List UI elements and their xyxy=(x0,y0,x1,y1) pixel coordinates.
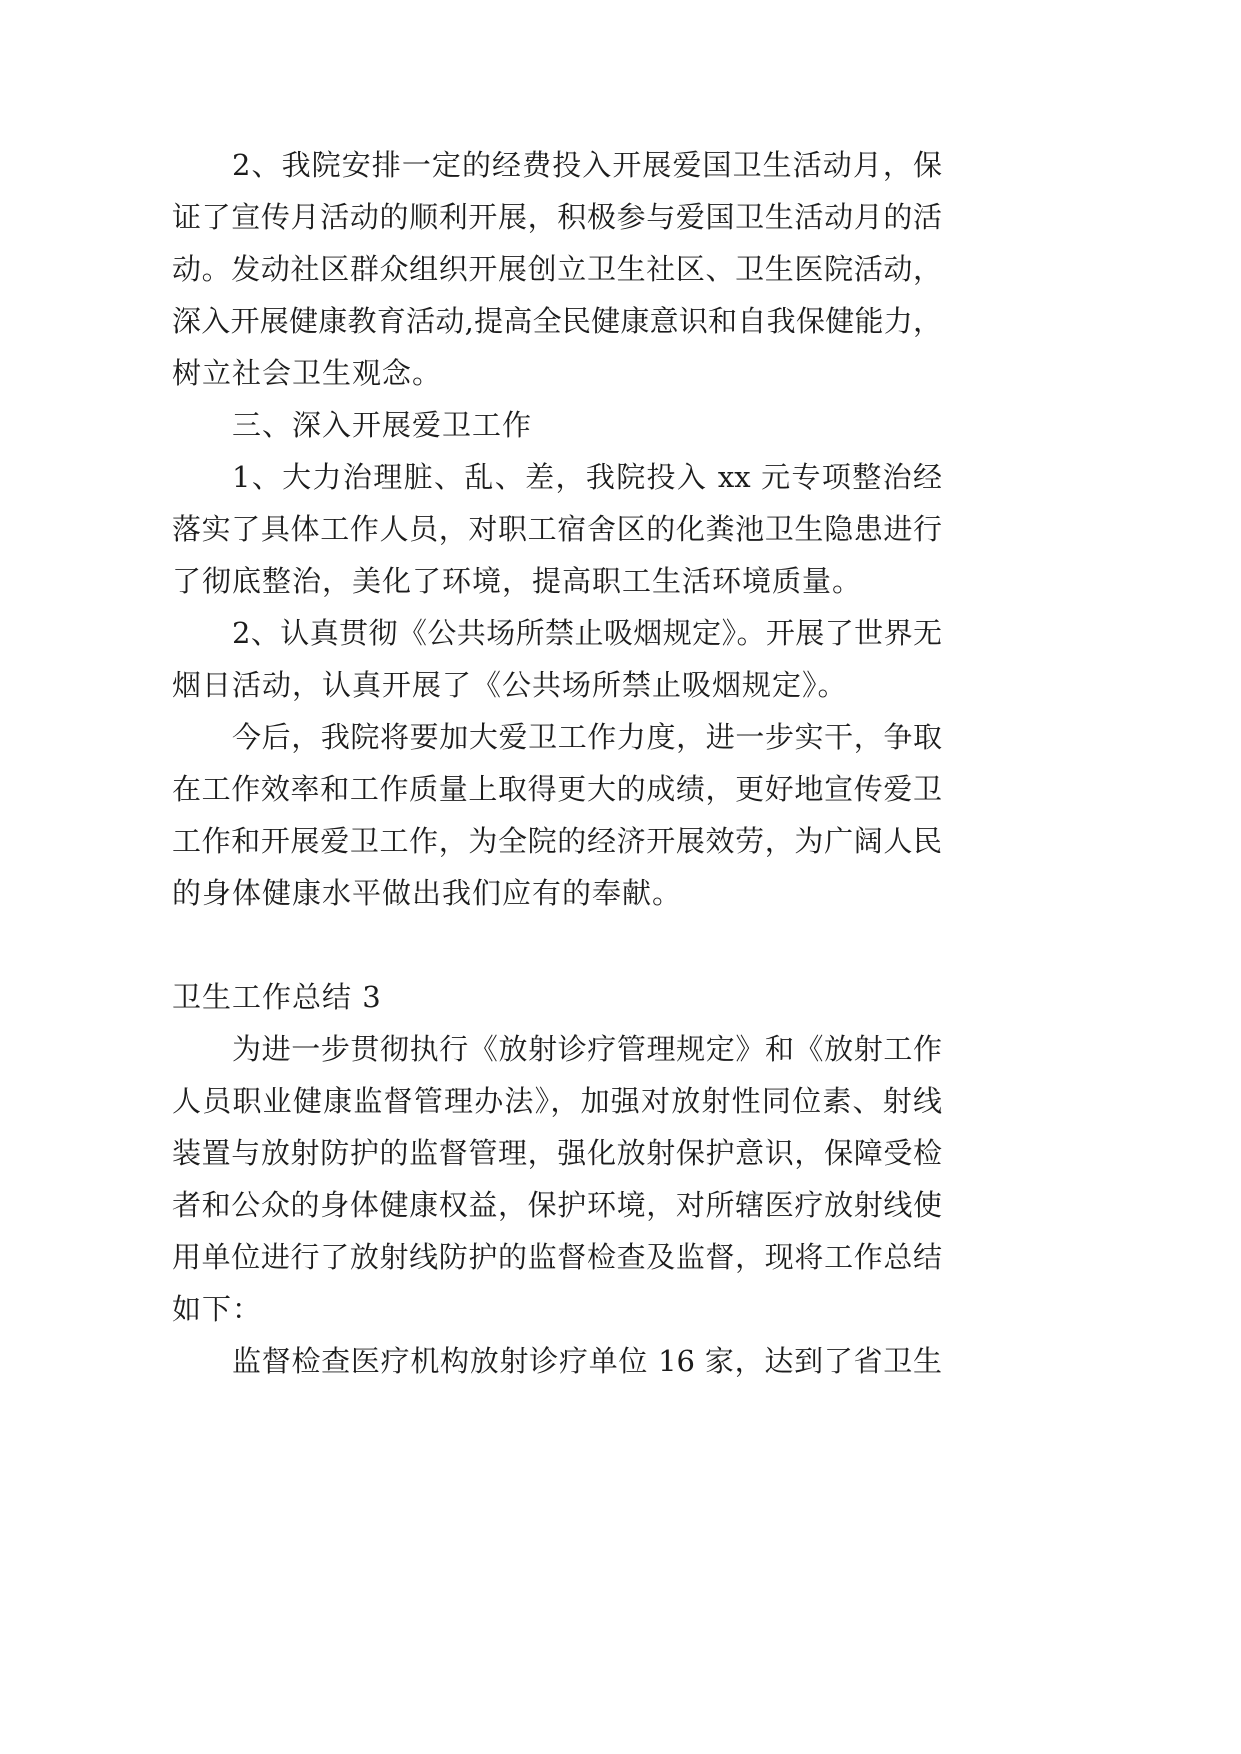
text-line: 深入开展健康教育活动,提高全民健康意识和自我保健能力， xyxy=(172,304,942,338)
text-line: 2、我院安排一定的经费投入开展爱国卫生活动月，保 xyxy=(232,148,942,182)
text-line: 如下： xyxy=(172,1292,263,1326)
text-line: 烟日活动，认真开展了《公共场所禁止吸烟规定》。 xyxy=(172,668,848,702)
paragraph xyxy=(172,1335,942,1387)
paragraph xyxy=(172,607,942,711)
text-line: 装置与放射防护的监督管理，强化放射保护意识，保障受检 xyxy=(172,1136,942,1170)
paragraph xyxy=(172,1023,942,1335)
text-line: 监督检查医疗机构放射诊疗单位 16 家，达到了省卫生 xyxy=(232,1344,942,1378)
text-line: 1、大力治理脏、乱、差，我院投入 xx 元专项整治经 xyxy=(232,460,942,494)
paragraph xyxy=(172,451,942,607)
document-body xyxy=(172,139,942,1387)
text-line: 在工作效率和工作质量上取得更大的成绩，更好地宣传爱卫 xyxy=(172,772,942,806)
text-line: 今后，我院将要加大爱卫工作力度，进一步实干，争取 xyxy=(232,720,942,754)
text-line: 的身体健康水平做出我们应有的奉献。 xyxy=(172,876,683,910)
text-line: 人员职业健康监督管理办法》，加强对放射性同位素、射线 xyxy=(172,1084,942,1118)
paragraph xyxy=(172,139,942,399)
subheading xyxy=(172,399,942,451)
text-line: 树立社会卫生观念。 xyxy=(172,356,443,390)
text-line: 落实了具体工作人员，对职工宿舍区的化粪池卫生隐患进行 xyxy=(172,512,942,546)
text-line: 了彻底整治，美化了环境，提高职工生活环境质量。 xyxy=(172,564,863,598)
section-heading: 卫生工作总结 3 xyxy=(172,980,382,1014)
text-line: 2、认真贯彻《公共场所禁止吸烟规定》。开展了世界无 xyxy=(232,616,942,650)
text-line: 工作和开展爱卫工作，为全院的经济开展效劳，为广阔人民 xyxy=(172,824,942,858)
text-line: 用单位进行了放射线防护的监督检查及监督，现将工作总结 xyxy=(172,1240,942,1274)
text-line: 证了宣传月活动的顺利开展，积极参与爱国卫生活动月的活 xyxy=(172,200,942,234)
text-line: 为进一步贯彻执行《放射诊疗管理规定》和《放射工作 xyxy=(232,1032,942,1066)
text-line: 者和公众的身体健康权益，保护环境，对所辖医疗放射线使 xyxy=(172,1188,942,1222)
subheading-text: 三、深入开展爱卫工作 xyxy=(232,408,533,442)
paragraph xyxy=(172,711,942,919)
blank-line xyxy=(172,919,942,971)
text-line: 动。发动社区群众组织开展创立卫生社区、卫生医院活动， xyxy=(172,252,942,286)
